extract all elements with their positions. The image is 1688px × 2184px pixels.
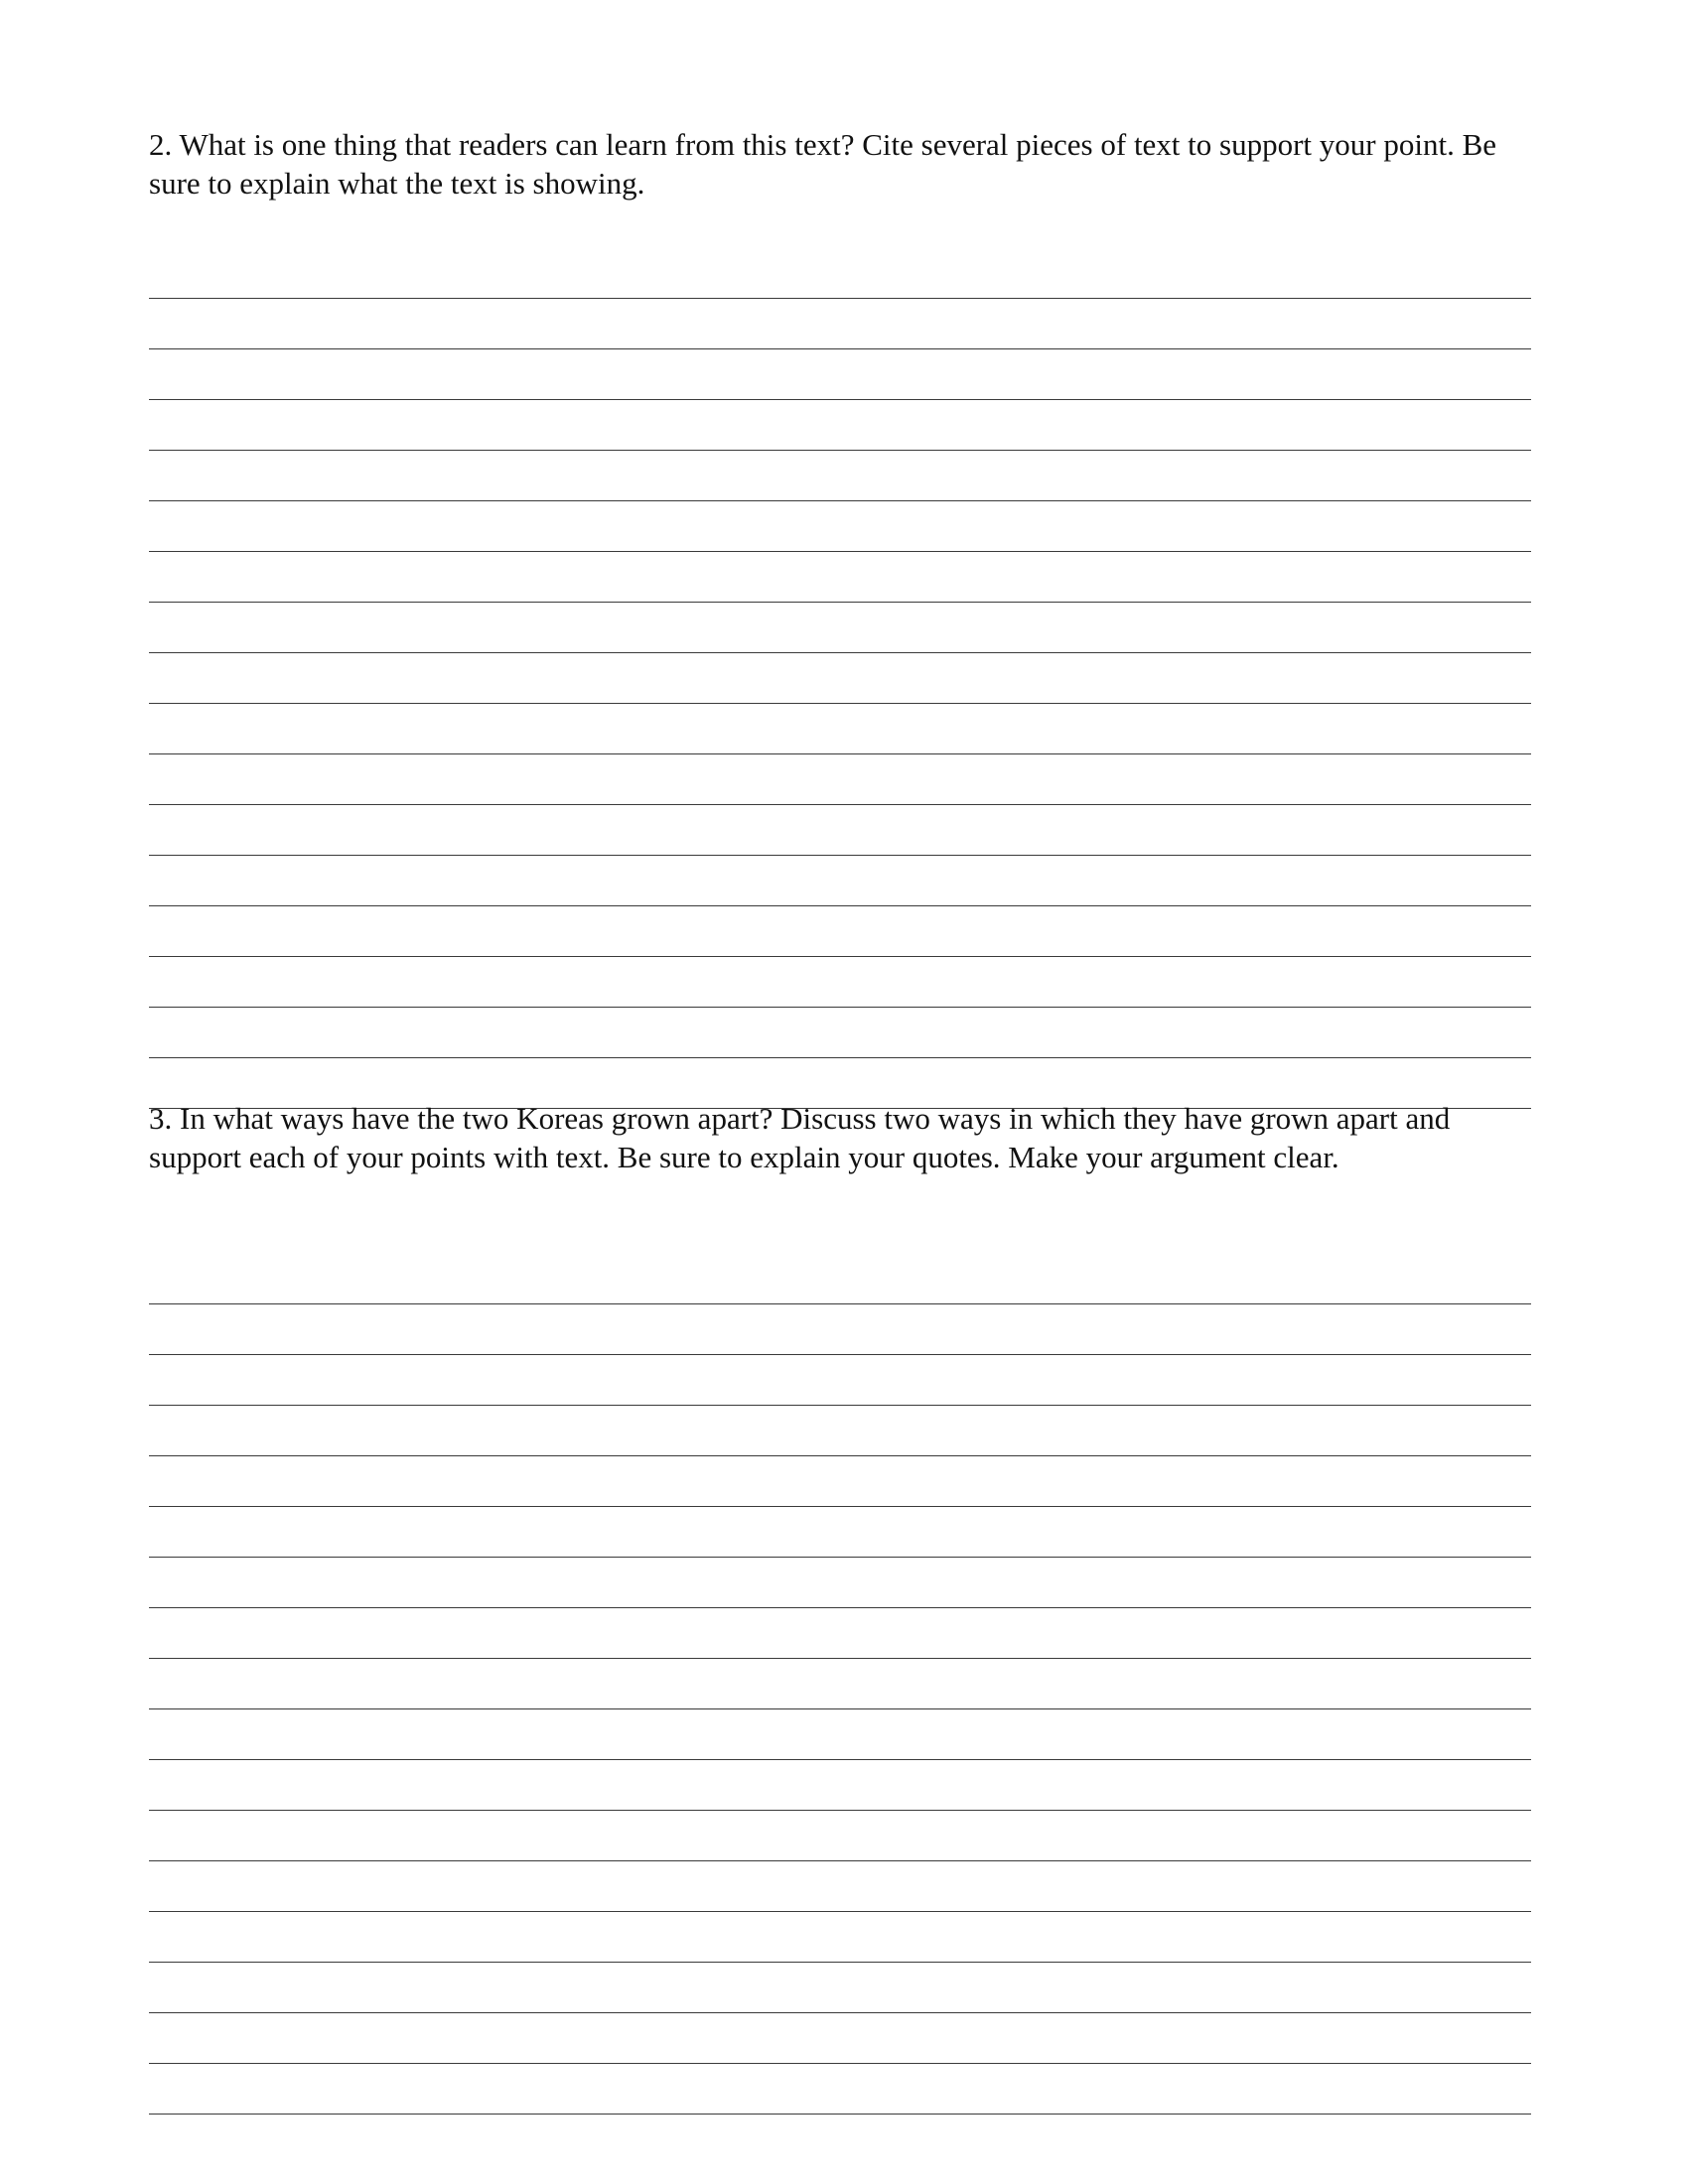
answer-line[interactable] xyxy=(149,704,1531,754)
answer-line[interactable] xyxy=(149,1558,1531,1608)
answer-line[interactable] xyxy=(149,1304,1531,1355)
answer-line[interactable] xyxy=(149,906,1531,957)
answer-line[interactable] xyxy=(149,1608,1531,1659)
answer-line[interactable] xyxy=(149,1406,1531,1456)
question-3-prompt: 3. In what ways have the two Koreas grown apart? Discuss two ways in which they have grown apart and support each of your points with text. Be sure to explain your quotes. Make your argument clear. xyxy=(149,1101,1451,1174)
answer-line[interactable] xyxy=(149,451,1531,501)
answer-line[interactable] xyxy=(149,248,1531,299)
answer-line[interactable] xyxy=(149,1760,1531,1811)
answer-line[interactable] xyxy=(149,1861,1531,1912)
answer-line[interactable] xyxy=(149,552,1531,603)
answer-line[interactable] xyxy=(149,1912,1531,1963)
answer-line[interactable] xyxy=(149,1963,1531,2013)
answer-line[interactable] xyxy=(149,1355,1531,1406)
question-2-prompt: 2. What is one thing that readers can learn from this text? Cite several pieces of text to support your point. Be sure to explain what the text is showing. xyxy=(149,127,1497,201)
answer-line[interactable] xyxy=(149,957,1531,1008)
answer-line[interactable] xyxy=(149,2013,1531,2064)
answer-line[interactable] xyxy=(149,1507,1531,1558)
question-3-answer-area[interactable] xyxy=(149,1254,1531,2115)
answer-line[interactable] xyxy=(149,1709,1531,1760)
answer-line[interactable] xyxy=(149,400,1531,451)
answer-line[interactable] xyxy=(149,856,1531,906)
answer-line[interactable] xyxy=(149,1008,1531,1058)
answer-line[interactable] xyxy=(149,1659,1531,1709)
answer-line[interactable] xyxy=(149,501,1531,552)
question-2-answer-area[interactable] xyxy=(149,248,1531,1109)
answer-line[interactable] xyxy=(149,349,1531,400)
answer-line[interactable] xyxy=(149,805,1531,856)
answer-line[interactable] xyxy=(149,603,1531,653)
answer-line[interactable] xyxy=(149,299,1531,349)
answer-line[interactable] xyxy=(149,2064,1531,2115)
answer-line[interactable] xyxy=(149,1254,1531,1304)
answer-line[interactable] xyxy=(149,754,1531,805)
answer-line[interactable] xyxy=(149,653,1531,704)
answer-line[interactable] xyxy=(149,1811,1531,1861)
answer-line[interactable] xyxy=(149,1456,1531,1507)
